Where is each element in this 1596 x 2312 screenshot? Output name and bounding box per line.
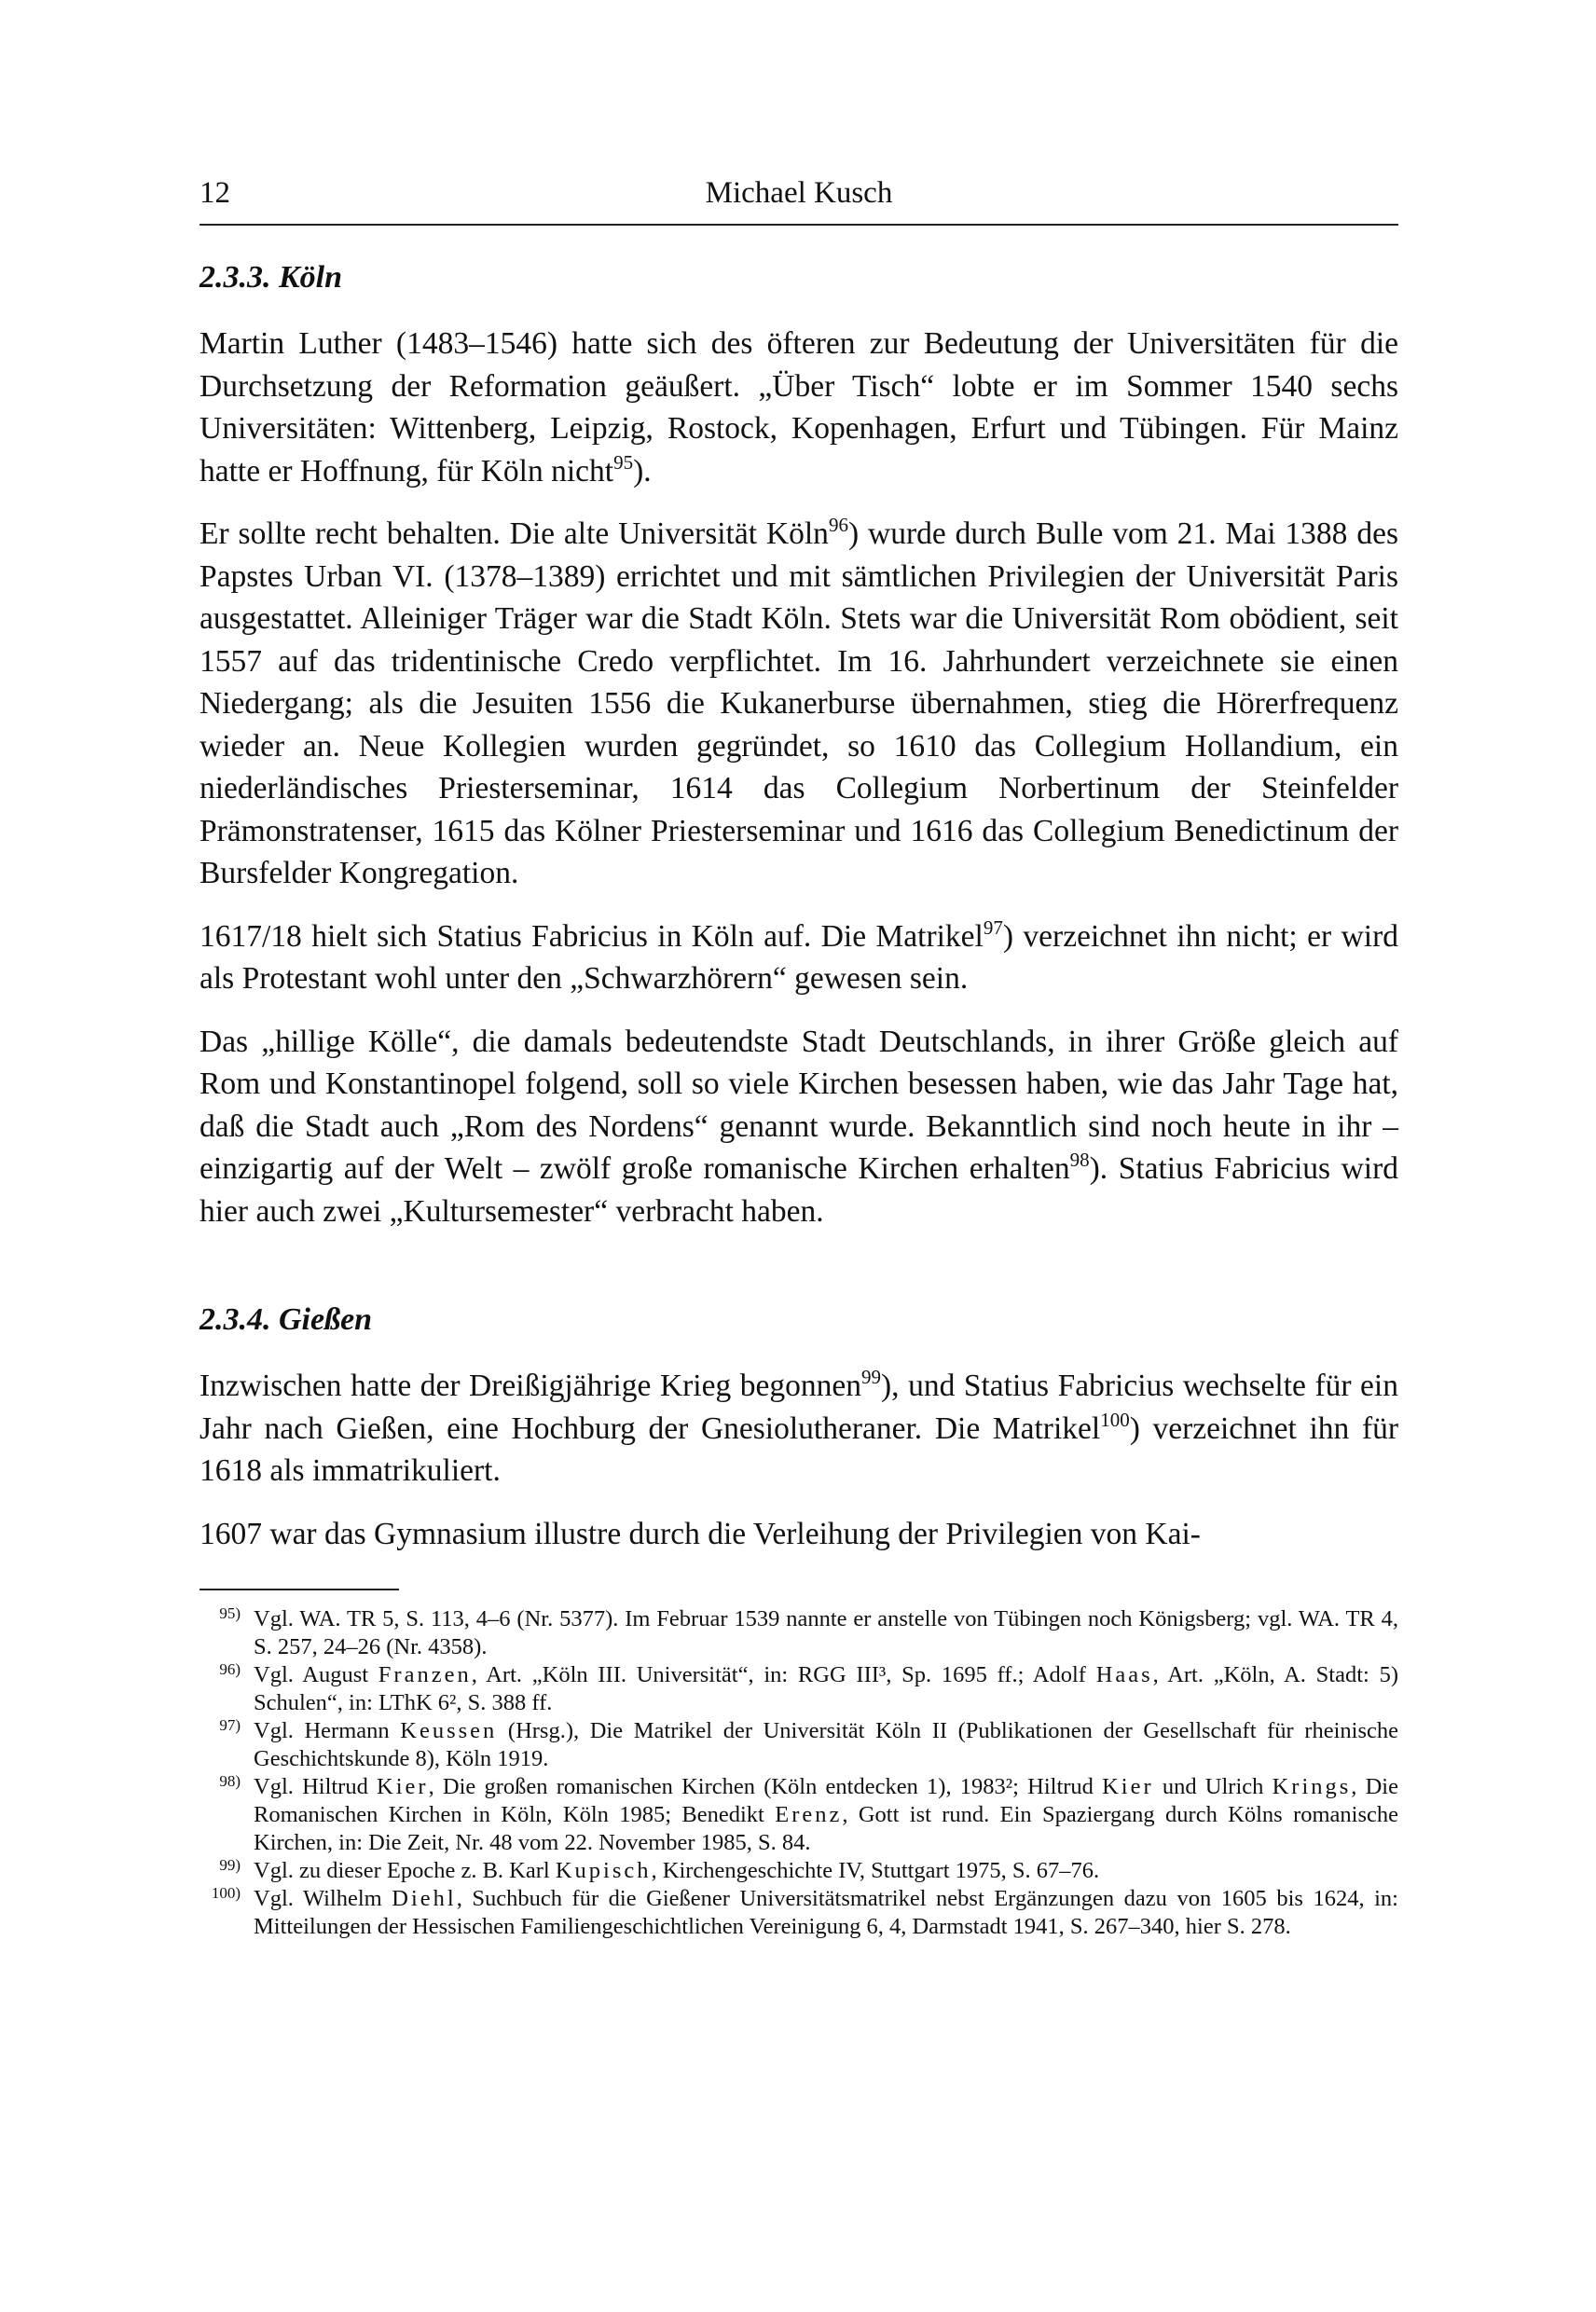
footnote-number: 100) [211,1884,241,1902]
footnote-text-part: , Suchbuch für die Gießener Universitätsmatrikel nebst Ergänzungen dazu von 1605 bis 1624, in: Mitteilungen der Hessischen Familiengeschichtlichen Vereinigung 6, 4, Darmstadt 1941, S. 267–340, hier S. 278. [254,1886,1398,1939]
page-number: 12 [200,176,230,210]
footnote-reference[interactable]: 95 [613,450,634,474]
footnote-95 [200,1605,1398,1661]
body-paragraph [200,1021,1398,1233]
paragraph-text: 1617/18 hielt sich Statius Fabricius in Köln auf. Die Matrikel [200,918,984,954]
footnote-text [254,1717,1398,1773]
footnote-number: 96) [219,1660,241,1678]
paragraph-text: Martin Luther (1483–1546) hatte sich des öfteren zur Bedeutung der Universitäten für die Durchsetzung der Reformation geäußert. „Über Tisch“ lobte er im Sommer 1540 sechs Universitäten: Wittenberg, Leipzig, Rostock, Kopenhagen, Erfurt und Tübingen. Für Mainz hatte er Hoffnung, für Köln nicht [200,326,1398,489]
footnote-text-part: Vgl. Wilhelm [254,1886,392,1911]
running-title: Michael Kusch [705,176,893,210]
paragraph-text: Das „hillige Kölle“, die damals bedeutendste Stadt Deutschlands, in ihrer Größe gleich auf Rom und Konstantinopel folgend, soll so viele Kirchen besessen haben, wie das Jahr Tage hat, daß die Stadt auch „Rom des Nordens“ genannt wurde. Bekanntlich sind noch heute in ihr – einzigartig auf der Welt – zwölf große romanische Kirchen erhalten [200,1024,1398,1186]
footnote-98 [200,1773,1398,1857]
footnote-text [254,1885,1398,1941]
footnote-text [254,1857,1398,1885]
paragraph-text: 1607 war das Gymnasium illustre durch die Verleihung der Privilegien von Kai- [200,1516,1201,1551]
footnote-text-part: , Art. „Köln, A. Stadt: 5) Schulen“, in: LThK 6², S. 388 ff. [254,1662,1398,1715]
footnote-text-part: , Die Romanischen Kirchen in Köln, Köln 1985; Benedikt [254,1774,1398,1827]
footnote-reference[interactable]: 99 [861,1366,881,1388]
footnote-number: 95) [219,1604,241,1622]
author-name: Franzen [378,1662,472,1687]
body-paragraph [200,513,1398,895]
header-rule [200,224,1398,226]
footnote-text [254,1605,1398,1661]
footnote-97 [200,1717,1398,1773]
body-paragraph [200,323,1398,492]
author-name: Kier [1102,1774,1154,1799]
footnote-text-part: Vgl. August [254,1662,378,1687]
paragraph-text: ). Statius Fabricius wird hier auch zwei „Kultursemester“ verbracht haben. [200,1151,1398,1229]
footnotes [200,1605,1398,1941]
running-head [200,168,1398,218]
footnote-reference[interactable]: 98 [1069,1149,1090,1171]
footnote-number: 97) [219,1716,241,1734]
paragraph-text: Inzwischen hatte der Dreißigjährige Krieg begonnen [200,1369,861,1403]
footnote-reference[interactable]: 96 [828,514,848,536]
section-heading-koeln: 2.3.3. Köln [200,260,343,295]
paragraph-text: ) wurde durch Bulle vom 21. Mai 1388 des Papstes Urban VI. (1378–1389) errichtet und mit sämtlichen Privilegien der Universität Paris ausgestattet. Alleiniger Träger war die Stadt Köln. Stets war die Universität Rom obödient, seit 1557 auf das tridentinische Credo verpflichtet. Im 16. Jahrhundert verzeichnete sie einen Niedergang; als die Jesuiten 1556 die Kukanerburse übernahmen, stieg die Hörerfrequenz wieder an. Neue Kollegien wurden gegründet, so 1610 das Collegium Hollandium, ein niederländisches Priesterseminar, 1614 das Collegium Norbertinum der Steinfelder Prämonstratenser, 1615 das Kölner Priesterseminar und 1616 das Collegium Benedictinum der Bursfelder Kongregation. [200,516,1398,890]
footnote-100 [200,1885,1398,1941]
footnote-text-part: Vgl. zu dieser Epoche z. B. Karl [254,1858,556,1883]
section-heading-giessen: 2.3.4. Gießen [200,1302,373,1337]
footnote-text [254,1773,1398,1857]
body-paragraph [200,1365,1398,1493]
footnote-text-part: und Ulrich [1153,1774,1273,1799]
footnote-rule [200,1589,399,1590]
author-name: Kier [377,1774,429,1799]
footnote-text-part: , Gott ist rund. Ein Spaziergang durch Kölns romanische Kirchen, in: Die Zeit, Nr. 48 vom 22. November 1985, S. 84. [254,1802,1399,1855]
footnote-text-part: Vgl. Hiltrud [254,1774,378,1799]
footnote-99 [200,1857,1398,1885]
footnote-text-part: Vgl. WA. TR 5, S. 113, 4–6 (Nr. 5377). Im Februar 1539 nannte er anstelle von Tübingen noch Königsberg; vgl. WA. TR 4, S. 257, 24–26 (Nr. 4358). [254,1606,1398,1659]
body-paragraph [200,915,1398,1000]
page [200,168,1398,1941]
footnote-96 [200,1661,1398,1717]
paragraph-text: ) verzeichnet ihn für 1618 als immatrikuliert. [200,1411,1399,1488]
footnote-reference[interactable]: 97 [983,915,1003,939]
footnote-text-part: , Kirchengeschichte IV, Stuttgart 1975, S. 67–76. [651,1858,1100,1883]
paragraph-text: Er sollte recht behalten. Die alte Universität Köln [200,516,829,551]
author-name: Kupisch [555,1858,652,1883]
paragraph-text: ). [633,453,652,489]
footnote-text-part: , Art. „Köln III. Universität“, in: RGG III³, Sp. 1695 ff.; Adolf [471,1662,1096,1687]
footnote-text [254,1661,1398,1717]
paragraph-text: ), und Statius Fabricius wechselte für ein Jahr nach Gießen, eine Hochburg der Gnesiolutheraner. Die Matrikel [200,1369,1398,1446]
author-name: Krings [1272,1774,1352,1799]
author-name: Haas [1095,1662,1153,1687]
body-paragraph [200,1513,1398,1556]
paragraph-text: ) verzeichnet ihn nicht; er wird als Protestant wohl unter den „Schwarzhörern“ gewesen sein. [200,918,1398,996]
footnote-text-part: Vgl. Hermann [254,1718,401,1743]
footnote-text-part: , Die großen romanischen Kirchen (Köln entdecken 1), 1983²; Hiltrud [428,1774,1103,1799]
footnote-text-part: (Hrsg.), Die Matrikel der Universität Köln II (Publikationen der Gesellschaft für rheinische Geschichtskunde 8), Köln 1919. [254,1718,1398,1771]
footnote-number: 98) [219,1772,241,1790]
author-name: Erenz [775,1802,843,1827]
author-name: Keussen [400,1718,498,1743]
author-name: Diehl [392,1886,457,1911]
footnote-reference[interactable]: 100 [1100,1408,1130,1431]
footnote-number: 99) [219,1856,241,1874]
